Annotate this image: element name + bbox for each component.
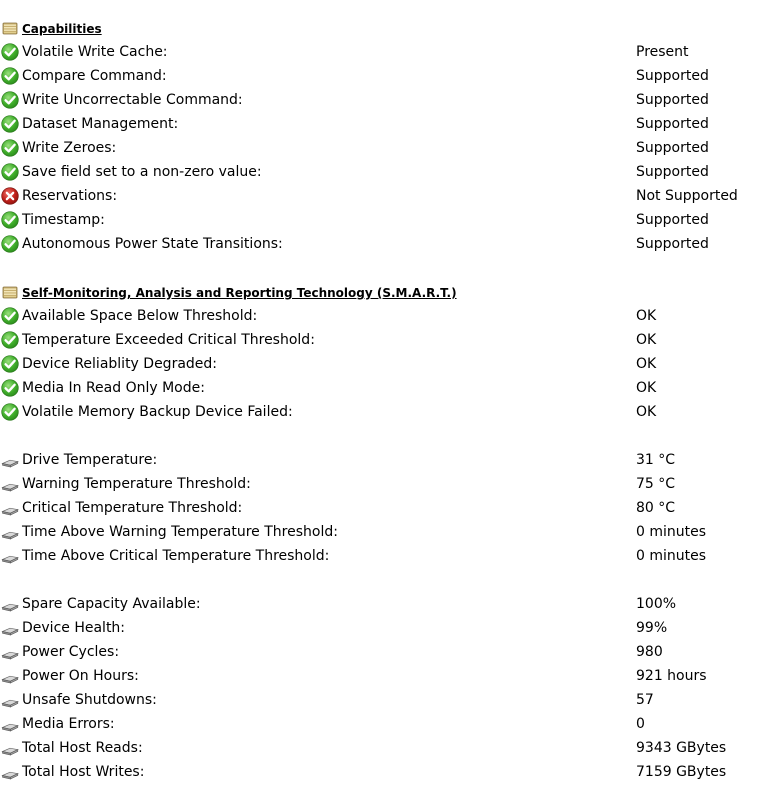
property-value: OK xyxy=(636,404,657,420)
property-label: Timestamp: xyxy=(22,212,105,228)
property-label: Device Reliablity Degraded: xyxy=(22,356,218,372)
green-check-icon xyxy=(1,235,19,253)
property-label: Reservations: xyxy=(22,188,118,204)
property-value: Supported xyxy=(636,236,709,252)
property-row xyxy=(0,736,766,760)
property-row xyxy=(0,136,766,160)
green-check-icon xyxy=(1,307,19,325)
property-label: Warning Temperature Threshold: xyxy=(22,476,251,492)
property-value: 57 xyxy=(636,692,654,708)
property-value: 0 minutes xyxy=(636,524,707,540)
drive-icon xyxy=(1,451,19,469)
property-value: 80 °C xyxy=(636,500,676,516)
property-row xyxy=(0,400,766,424)
green-check-icon xyxy=(1,43,19,61)
property-row xyxy=(0,352,766,376)
property-label: Volatile Write Cache: xyxy=(22,44,168,60)
property-label: Spare Capacity Available: xyxy=(22,596,201,612)
drive-icon xyxy=(1,619,19,637)
property-label: Time Above Critical Temperature Threshold: xyxy=(22,548,330,564)
property-label: Total Host Writes: xyxy=(22,764,145,780)
property-row xyxy=(0,328,766,352)
property-row xyxy=(0,184,766,208)
green-check-icon xyxy=(1,331,19,349)
section-title: Capabilities xyxy=(22,22,102,36)
property-label: Compare Command: xyxy=(22,68,167,84)
property-row xyxy=(0,448,766,472)
property-label: Media In Read Only Mode: xyxy=(22,380,205,396)
property-label: Temperature Exceeded Critical Threshold: xyxy=(22,332,315,348)
property-row xyxy=(0,592,766,616)
property-value: 75 °C xyxy=(636,476,676,492)
property-value: 100% xyxy=(636,596,677,612)
drive-icon xyxy=(1,547,19,565)
property-row xyxy=(0,40,766,64)
property-value: 980 xyxy=(636,644,663,660)
green-check-icon xyxy=(1,163,19,181)
property-label: Available Space Below Threshold: xyxy=(22,308,258,324)
property-row xyxy=(0,544,766,568)
property-value: 9343 GBytes xyxy=(636,740,727,756)
section-folder-icon xyxy=(1,19,19,37)
property-label: Volatile Memory Backup Device Failed: xyxy=(22,404,293,420)
property-row xyxy=(0,472,766,496)
property-row xyxy=(0,640,766,664)
property-value: Supported xyxy=(636,164,709,180)
property-row xyxy=(0,664,766,688)
green-check-icon xyxy=(1,403,19,421)
property-label: Write Uncorrectable Command: xyxy=(22,92,243,108)
green-check-icon xyxy=(1,139,19,157)
drive-icon xyxy=(1,691,19,709)
drive-icon xyxy=(1,499,19,517)
property-value: 31 °C xyxy=(636,452,676,468)
property-label: Unsafe Shutdowns: xyxy=(22,692,157,708)
green-check-icon xyxy=(1,91,19,109)
green-check-icon xyxy=(1,67,19,85)
property-label: Drive Temperature: xyxy=(22,452,158,468)
drive-icon xyxy=(1,739,19,757)
property-value: OK xyxy=(636,356,657,372)
property-label: Save field set to a non-zero value: xyxy=(22,164,262,180)
green-check-icon xyxy=(1,379,19,397)
property-value: OK xyxy=(636,332,657,348)
property-row xyxy=(0,688,766,712)
section-folder-icon xyxy=(1,283,19,301)
property-value: 921 hours xyxy=(636,668,707,684)
property-value: 0 minutes xyxy=(636,548,707,564)
drive-icon xyxy=(1,715,19,733)
property-label: Media Errors: xyxy=(22,716,115,732)
property-row xyxy=(0,304,766,328)
drive-icon xyxy=(1,595,19,613)
property-value: Supported xyxy=(636,116,709,132)
property-value: Present xyxy=(636,44,689,60)
property-value: Not Supported xyxy=(636,188,738,204)
property-row xyxy=(0,208,766,232)
drive-icon xyxy=(1,667,19,685)
property-value: Supported xyxy=(636,68,709,84)
drive-icon xyxy=(1,475,19,493)
green-check-icon xyxy=(1,211,19,229)
property-row xyxy=(0,760,766,784)
section-header xyxy=(0,280,766,304)
property-value: 0 xyxy=(636,716,645,732)
property-row xyxy=(0,712,766,736)
property-row xyxy=(0,376,766,400)
property-label: Time Above Warning Temperature Threshold: xyxy=(22,524,338,540)
property-row xyxy=(0,112,766,136)
drive-icon xyxy=(1,643,19,661)
green-check-icon xyxy=(1,355,19,373)
property-label: Write Zeroes: xyxy=(22,140,117,156)
property-value: 99% xyxy=(636,620,668,636)
property-row xyxy=(0,160,766,184)
property-label: Total Host Reads: xyxy=(22,740,143,756)
property-label: Autonomous Power State Transitions: xyxy=(22,236,283,252)
property-row xyxy=(0,616,766,640)
property-value: OK xyxy=(636,308,657,324)
property-label: Power On Hours: xyxy=(22,668,139,684)
property-label: Device Health: xyxy=(22,620,126,636)
property-row xyxy=(0,520,766,544)
property-label: Power Cycles: xyxy=(22,644,120,660)
property-value: Supported xyxy=(636,140,709,156)
section-title: Self-Monitoring, Analysis and Reporting Technology (S.M.A.R.T.) xyxy=(22,286,457,300)
property-label: Dataset Management: xyxy=(22,116,179,132)
property-value: 7159 GBytes xyxy=(636,764,727,780)
property-value: Supported xyxy=(636,212,709,228)
property-value: Supported xyxy=(636,92,709,108)
property-value: OK xyxy=(636,380,657,396)
drive-icon xyxy=(1,763,19,781)
property-row xyxy=(0,232,766,256)
green-check-icon xyxy=(1,115,19,133)
property-label: Critical Temperature Threshold: xyxy=(22,500,243,516)
property-row xyxy=(0,88,766,112)
property-row xyxy=(0,64,766,88)
drive-icon xyxy=(1,523,19,541)
section-header xyxy=(0,16,766,40)
property-row xyxy=(0,496,766,520)
red-x-icon xyxy=(1,187,19,205)
